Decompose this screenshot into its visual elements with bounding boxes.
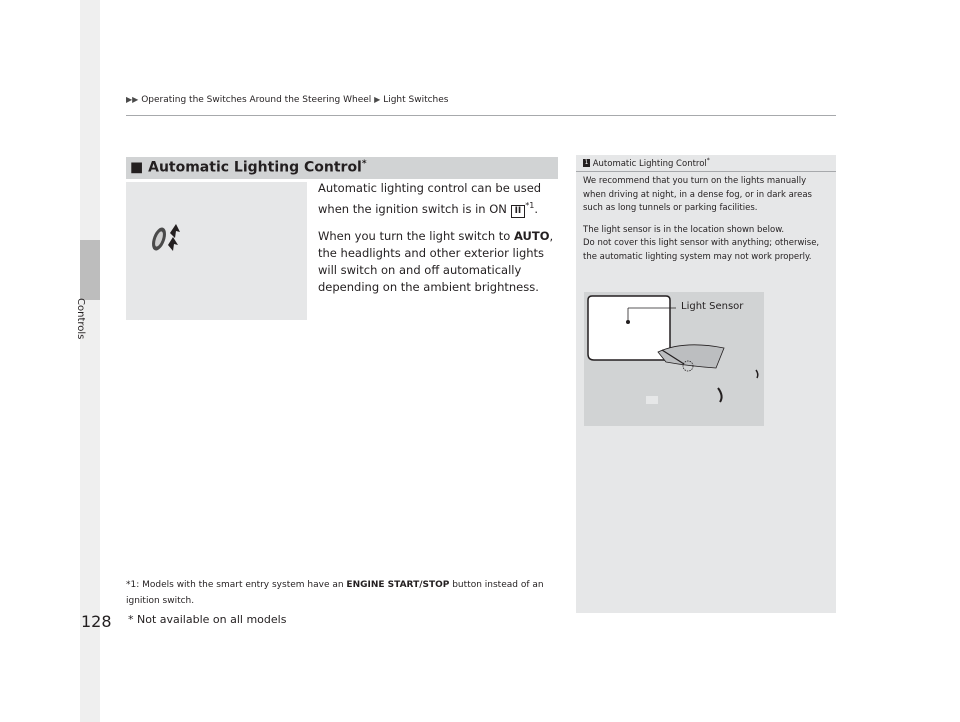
engine-start-stop-label: ENGINE START/STOP [346,580,450,590]
paragraph-end: . [534,201,539,216]
light-sensor-label: Light Sensor [681,301,744,312]
footnote-text: *1: Models with the smart entry system have an [126,580,347,590]
section-tab [80,240,100,300]
section-label: Controls [75,298,86,340]
paragraph-text: , the headlights and other exterior lights will switch on and off automatically depending on the ambient brightness. [318,228,554,294]
note-paragraph-sensor [583,224,831,265]
ignition-position-key: II [511,205,526,218]
note-title [583,157,710,169]
footnote-reference[interactable]: *1 [525,201,535,210]
main-body-text [318,180,558,306]
breadcrumb-divider [126,115,836,116]
note-paragraph-recommendation: We recommend that you turn on the lights manually when driving at night, in a dense fog, or in dark areas such as long tunnels or parking facilities. [583,176,812,213]
note-sensor-location: The light sensor is in the location shown below. [583,224,785,235]
paragraph-auto [318,228,558,296]
black-square-icon: ■ [130,159,144,176]
triangle-right-icon: ▶▶ [126,95,139,104]
note-text [583,175,831,272]
paragraph-text: When you turn the light switch to [318,228,514,243]
light-sensor-illustration [584,292,764,426]
paragraph-ignition [318,180,558,218]
footnote-text: button instead of an ignition switch. [126,580,544,606]
note-divider [576,171,836,172]
note-availability-mark: * [706,157,710,164]
breadcrumb [126,95,449,105]
note-title-text: Automatic Lighting Control [592,158,707,169]
paragraph-text: Automatic lighting control can be used when the ignition switch is in ON [318,181,542,216]
light-switch-illustration [126,182,307,320]
triangle-right-icon: ▶ [374,95,381,104]
windshield-sensor-drawing [584,292,764,426]
auto-label: AUTO [513,228,550,243]
breadcrumb-item-operating-switches[interactable]: Operating the Switches Around the Steering Wheel [141,95,372,105]
footnote [126,577,566,609]
heading-availability-mark: * [361,159,367,169]
page-number: 128 [81,612,112,631]
heading-text: Automatic Lighting Control [148,159,362,176]
note-book-icon: 1 [584,159,589,167]
section-heading [130,159,367,176]
note-sensor-warning: Do not cover this light sensor with anything; otherwise, the automatic lighting system may not work properly. [583,238,820,262]
light-switch-auto-icon [126,182,307,320]
breadcrumb-item-light-switches[interactable]: Light Switches [383,95,449,105]
availability-note: * Not available on all models [128,613,287,626]
